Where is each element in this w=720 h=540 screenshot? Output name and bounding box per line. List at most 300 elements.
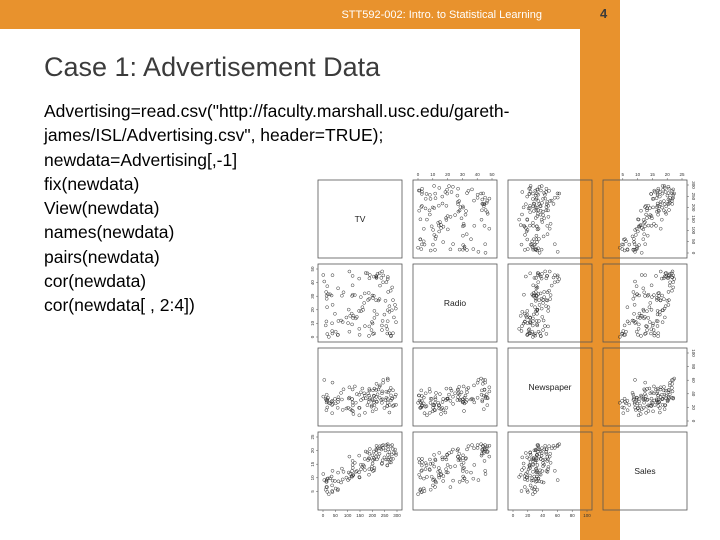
- data-point: [622, 412, 625, 415]
- data-point: [371, 454, 374, 457]
- data-point: [360, 399, 363, 402]
- data-point: [395, 403, 398, 406]
- data-point: [428, 411, 431, 414]
- data-point: [358, 414, 361, 417]
- variable-label: Newspaper: [528, 382, 572, 392]
- data-point: [556, 196, 559, 199]
- data-point: [662, 385, 665, 388]
- data-point: [380, 401, 383, 404]
- data-point: [434, 192, 437, 195]
- data-point: [640, 334, 643, 337]
- data-point: [380, 324, 383, 327]
- data-point: [326, 333, 329, 336]
- data-point: [434, 486, 437, 489]
- code-line: cor(newdata): [44, 271, 147, 292]
- axis-tick-label: 30: [459, 172, 465, 177]
- data-point: [423, 412, 426, 415]
- data-point: [476, 196, 479, 199]
- data-point: [358, 333, 361, 336]
- data-point: [458, 480, 461, 483]
- data-point: [480, 454, 483, 457]
- data-point: [422, 240, 425, 243]
- data-point: [361, 387, 364, 390]
- data-point: [543, 458, 546, 461]
- data-point: [419, 218, 422, 221]
- data-point: [648, 321, 651, 324]
- data-point: [454, 392, 457, 395]
- data-point: [463, 410, 466, 413]
- data-point: [425, 475, 428, 478]
- data-point: [484, 251, 487, 254]
- data-point: [387, 290, 390, 293]
- data-point: [392, 451, 395, 454]
- data-point: [326, 406, 329, 409]
- axis-tick-label: 40: [691, 391, 696, 397]
- data-point: [633, 294, 636, 297]
- course-title: STT592-002: Intro. to Statistical Learning: [341, 9, 542, 21]
- data-point: [445, 204, 448, 207]
- data-point: [383, 407, 386, 410]
- data-point: [488, 197, 491, 200]
- data-point: [381, 270, 384, 273]
- data-point: [352, 413, 355, 416]
- data-point: [482, 408, 485, 411]
- data-point: [634, 378, 637, 381]
- data-point: [466, 448, 469, 451]
- axis-tick-label: 300: [691, 181, 696, 189]
- data-point: [434, 197, 437, 200]
- data-point: [529, 272, 532, 275]
- data-point: [536, 324, 539, 327]
- data-point: [626, 409, 629, 412]
- data-point: [442, 397, 445, 400]
- data-point: [322, 274, 325, 277]
- data-point: [484, 243, 487, 246]
- data-point: [657, 332, 660, 335]
- data-point: [671, 270, 674, 273]
- data-point: [646, 329, 649, 332]
- data-point: [333, 312, 336, 315]
- data-point: [322, 473, 325, 476]
- data-point: [552, 202, 555, 205]
- data-point: [480, 443, 483, 446]
- axis-tick-label: 10: [310, 475, 315, 481]
- axis-tick-label: 0: [416, 172, 420, 177]
- data-point: [488, 386, 491, 389]
- axis-tick-label: 80: [691, 364, 696, 370]
- data-point: [640, 251, 643, 254]
- data-point: [428, 209, 431, 212]
- data-point: [473, 384, 476, 387]
- data-point: [390, 394, 393, 397]
- data-point: [433, 184, 436, 187]
- data-point: [348, 455, 351, 458]
- data-point: [632, 291, 635, 294]
- data-point: [388, 305, 391, 308]
- data-point: [669, 281, 672, 284]
- axis-tick-label: 300: [393, 513, 401, 518]
- axis-tick-label: 25: [679, 172, 685, 177]
- data-point: [465, 480, 468, 483]
- data-point: [358, 327, 361, 330]
- data-point: [628, 243, 631, 246]
- data-point: [622, 330, 625, 333]
- data-point: [530, 303, 533, 306]
- data-point: [449, 486, 452, 489]
- data-point: [659, 203, 662, 206]
- data-point: [663, 316, 666, 319]
- data-point: [470, 238, 473, 241]
- data-point: [488, 227, 491, 230]
- data-point: [418, 473, 421, 476]
- data-point: [524, 203, 527, 206]
- data-point: [534, 491, 537, 494]
- data-point: [556, 250, 559, 253]
- data-point: [331, 274, 334, 277]
- data-point: [532, 224, 535, 227]
- data-point: [440, 413, 443, 416]
- data-point: [663, 203, 666, 206]
- data-point: [537, 200, 540, 203]
- axis-tick-label: 250: [691, 192, 696, 201]
- data-point: [656, 325, 659, 328]
- data-point: [420, 470, 423, 473]
- data-point: [546, 201, 549, 204]
- data-point: [429, 249, 432, 252]
- data-point: [542, 301, 545, 304]
- data-point: [452, 479, 455, 482]
- axis-tick-label: 250: [380, 513, 389, 518]
- data-point: [666, 194, 669, 197]
- data-point: [460, 217, 463, 220]
- data-point: [378, 452, 381, 455]
- data-point: [642, 287, 645, 290]
- data-point: [323, 378, 326, 381]
- data-point: [392, 389, 395, 392]
- data-point: [351, 401, 354, 404]
- axis-tick-label: 30: [310, 293, 315, 299]
- scatterplot-matrix: [306, 166, 698, 540]
- data-point: [351, 323, 354, 326]
- data-point: [431, 243, 434, 246]
- data-point: [520, 490, 523, 493]
- data-point: [386, 320, 389, 323]
- data-point: [358, 309, 361, 312]
- axis-tick-label: 5: [310, 490, 315, 493]
- axis-tick-label: 20: [664, 172, 670, 177]
- code-line: pairs(newdata): [44, 246, 160, 267]
- data-point: [428, 390, 431, 393]
- data-point: [465, 399, 468, 402]
- data-point: [488, 455, 491, 458]
- data-point: [524, 275, 527, 278]
- data-point: [438, 476, 441, 479]
- data-point: [522, 206, 525, 209]
- data-point: [345, 316, 348, 319]
- data-point: [331, 303, 334, 306]
- data-point: [637, 327, 640, 330]
- data-point: [644, 381, 647, 384]
- data-point: [642, 238, 645, 241]
- data-point: [441, 195, 444, 198]
- data-point: [358, 277, 361, 280]
- data-point: [359, 391, 362, 394]
- data-point: [650, 217, 653, 220]
- data-point: [337, 471, 340, 474]
- data-point: [532, 284, 535, 287]
- data-point: [547, 325, 550, 328]
- data-point: [545, 332, 548, 335]
- axis-tick-label: 25: [310, 434, 315, 440]
- data-point: [521, 213, 524, 216]
- variable-label: Radio: [443, 298, 467, 308]
- data-point: [643, 401, 646, 404]
- data-point: [540, 248, 543, 251]
- data-point: [378, 272, 381, 275]
- data-point: [477, 250, 480, 253]
- data-point: [549, 294, 552, 297]
- data-point: [449, 465, 452, 468]
- code-line: fix(newdata): [44, 173, 140, 194]
- data-point: [521, 456, 524, 459]
- data-point: [433, 465, 436, 468]
- data-point: [430, 225, 433, 228]
- data-point: [467, 445, 470, 448]
- data-point: [341, 478, 344, 481]
- data-point: [368, 448, 371, 451]
- data-point: [548, 270, 551, 273]
- data-point: [458, 248, 461, 251]
- data-point: [394, 303, 397, 306]
- data-point: [647, 316, 650, 319]
- data-point: [358, 454, 361, 457]
- data-point: [645, 213, 648, 216]
- data-point: [662, 209, 665, 212]
- data-point: [425, 192, 428, 195]
- data-point: [628, 322, 631, 325]
- axis-tick-label: 50: [332, 513, 338, 518]
- panel-frame: [603, 264, 687, 342]
- data-point: [531, 317, 534, 320]
- data-point: [422, 227, 425, 230]
- data-point: [373, 309, 376, 312]
- data-point: [360, 468, 363, 471]
- data-point: [388, 411, 391, 414]
- data-point: [351, 466, 354, 469]
- data-point: [665, 205, 668, 208]
- axis-tick-label: 20: [310, 448, 315, 454]
- axis-tick-label: 80: [569, 513, 575, 518]
- data-point: [347, 322, 350, 325]
- data-point: [440, 227, 443, 230]
- data-point: [553, 243, 556, 246]
- data-point: [481, 198, 484, 201]
- data-point: [465, 210, 468, 213]
- data-point: [647, 293, 650, 296]
- data-point: [438, 393, 441, 396]
- data-point: [643, 233, 646, 236]
- data-point: [333, 397, 336, 400]
- data-point: [450, 191, 453, 194]
- data-point: [652, 385, 655, 388]
- data-point: [442, 480, 445, 483]
- data-point: [457, 203, 460, 206]
- data-point: [532, 313, 535, 316]
- data-point: [640, 209, 643, 212]
- data-point: [539, 189, 542, 192]
- data-point: [336, 406, 339, 409]
- data-point: [350, 312, 353, 315]
- data-point: [342, 470, 345, 473]
- data-point: [445, 406, 448, 409]
- data-point: [348, 330, 351, 333]
- data-point: [667, 303, 670, 306]
- data-point: [334, 330, 337, 333]
- data-point: [618, 335, 621, 338]
- data-point: [546, 233, 549, 236]
- data-point: [449, 248, 452, 251]
- data-point: [648, 306, 651, 309]
- data-point: [652, 206, 655, 209]
- data-point: [433, 453, 436, 456]
- data-point: [351, 388, 354, 391]
- data-point: [446, 192, 449, 195]
- data-point: [444, 191, 447, 194]
- data-point: [488, 390, 491, 393]
- data-point: [540, 307, 543, 310]
- data-point: [667, 290, 670, 293]
- data-point: [541, 272, 544, 275]
- data-point: [462, 385, 465, 388]
- axis-tick-label: 50: [691, 239, 696, 245]
- data-point: [536, 241, 539, 244]
- data-point: [522, 462, 525, 465]
- axis-tick-label: 60: [691, 377, 696, 383]
- data-point: [661, 206, 664, 209]
- data-point: [349, 314, 352, 317]
- data-point: [643, 221, 646, 224]
- data-point: [657, 335, 660, 338]
- data-point: [363, 325, 366, 328]
- data-point: [659, 227, 662, 230]
- data-point: [652, 410, 655, 413]
- data-point: [663, 186, 666, 189]
- data-point: [449, 215, 452, 218]
- data-point: [483, 459, 486, 462]
- data-point: [548, 189, 551, 192]
- data-point: [330, 475, 333, 478]
- data-point: [473, 401, 476, 404]
- data-point: [647, 224, 650, 227]
- data-point: [646, 234, 649, 237]
- data-point: [521, 191, 524, 194]
- data-point: [633, 303, 636, 306]
- data-point: [631, 391, 634, 394]
- data-point: [386, 401, 389, 404]
- data-point: [471, 188, 474, 191]
- data-point: [473, 224, 476, 227]
- data-point: [379, 284, 382, 287]
- data-point: [372, 401, 375, 404]
- data-point: [417, 493, 420, 496]
- data-point: [650, 296, 653, 299]
- data-point: [547, 215, 550, 218]
- data-point: [340, 481, 343, 484]
- data-point: [531, 197, 534, 200]
- data-point: [650, 224, 653, 227]
- data-point: [368, 325, 371, 328]
- data-point: [643, 291, 646, 294]
- data-point: [438, 407, 441, 410]
- data-point: [385, 390, 388, 393]
- data-point: [542, 481, 545, 484]
- data-point: [635, 330, 638, 333]
- data-point: [363, 457, 366, 460]
- data-point: [347, 308, 350, 311]
- data-point: [466, 391, 469, 394]
- data-point: [633, 312, 636, 315]
- slide-number: 4: [600, 6, 608, 21]
- data-point: [325, 291, 328, 294]
- data-point: [526, 238, 529, 241]
- data-point: [634, 233, 637, 236]
- data-point: [548, 227, 551, 230]
- data-point: [650, 308, 653, 311]
- data-point: [556, 280, 559, 283]
- data-point: [375, 408, 378, 411]
- data-point: [354, 470, 357, 473]
- data-point: [548, 445, 551, 448]
- data-point: [645, 217, 648, 220]
- data-point: [657, 213, 660, 216]
- axis-tick-label: 20: [525, 513, 531, 518]
- data-point: [480, 209, 483, 212]
- data-point: [438, 451, 441, 454]
- panel-frame: [508, 264, 592, 342]
- data-point: [382, 378, 385, 381]
- data-point: [662, 298, 665, 301]
- data-point: [477, 479, 480, 482]
- data-point: [444, 411, 447, 414]
- data-point: [531, 221, 534, 224]
- data-point: [528, 224, 531, 227]
- axis-tick-label: 0: [691, 419, 696, 423]
- data-point: [465, 249, 468, 252]
- data-point: [368, 473, 371, 476]
- data-point: [645, 310, 648, 313]
- data-point: [664, 191, 667, 194]
- data-point: [652, 322, 655, 325]
- data-point: [424, 392, 427, 395]
- data-point: [461, 479, 464, 482]
- data-point: [424, 405, 427, 408]
- data-point: [420, 389, 423, 392]
- data-point: [354, 401, 357, 404]
- data-point: [672, 196, 675, 199]
- data-point: [534, 299, 537, 302]
- data-point: [549, 298, 552, 301]
- data-point: [658, 411, 661, 414]
- data-point: [635, 285, 638, 288]
- data-point: [623, 397, 626, 400]
- axis-tick-label: 50: [310, 266, 315, 272]
- data-point: [435, 391, 438, 394]
- data-point: [521, 310, 524, 313]
- data-point: [668, 284, 671, 287]
- data-point: [375, 313, 378, 316]
- data-point: [537, 281, 540, 284]
- data-point: [656, 390, 659, 393]
